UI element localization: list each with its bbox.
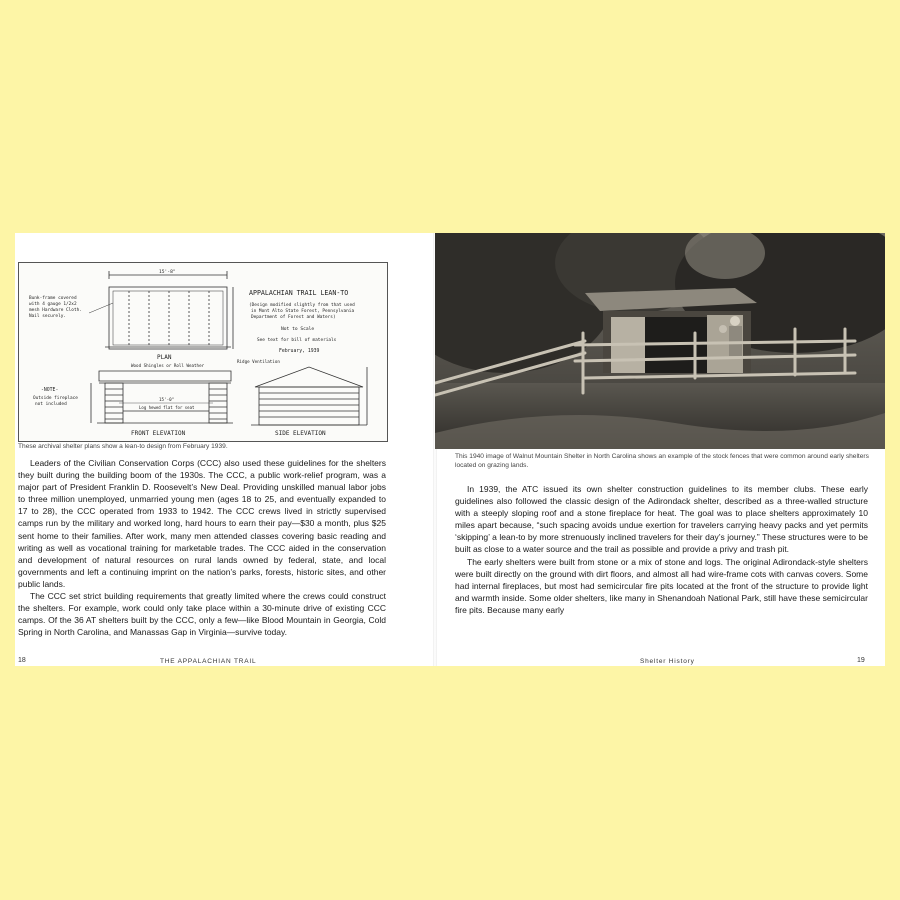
book-spread bbox=[15, 233, 885, 666]
page-number-left: 18 bbox=[18, 657, 26, 664]
svg-text:Ridge Ventilation: Ridge Ventilation bbox=[237, 359, 280, 364]
blueprint-svg bbox=[19, 263, 387, 441]
photo-caption: This 1940 image of Walnut Mountain Shelter in North Carolina shows an example of the stock fences that were common around early shelters located on grazing lands. bbox=[455, 453, 869, 469]
svg-text:mesh Hardware Cloth.: mesh Hardware Cloth. bbox=[29, 308, 82, 313]
walnut-mountain-shelter-photo bbox=[435, 233, 885, 449]
paragraph: In 1939, the ATC issued its own shelter construction guidelines to its member clubs. These early guidelines also followed the classic design of the Adirondack shelter, described as a three-walled structure with a steeply sloping roof and a stone fireplace for heat. The goal was to place shelters approximately 10 miles apart because, “such spacing avoids undue exertion for travelers carrying heavy packs and yet permits ‘skipping’ a lean-to by more strenuously inclined travelers for their day’s journey.” These structures were to be built as close to a water source and the trail as possible and provide a privy and trash pit. bbox=[455, 484, 868, 555]
front-roof bbox=[99, 371, 231, 381]
paragraph: The CCC set strict building requirements that greatly limited where the crews could construct the shelters. For example, work could only take place within a 30-minute drive of existing CCC camps. Of the 36 AT shelters built by the CCC, only a few—like Blood Mountain in Georgia, Cold Spring in North Carolina, and Manassas Gap in Virginia—survive today. bbox=[18, 591, 386, 638]
lean-to-plan-drawing bbox=[18, 262, 388, 442]
page-number-right: 19 bbox=[857, 657, 865, 664]
svg-text:February, 1939: February, 1939 bbox=[279, 349, 320, 354]
svg-text:Bunk-frame covered: Bunk-frame covered bbox=[29, 296, 77, 301]
right-page bbox=[435, 233, 885, 666]
svg-text:-NOTE-: -NOTE- bbox=[41, 388, 59, 393]
svg-text:not included: not included bbox=[35, 402, 67, 407]
left-body-text bbox=[18, 457, 386, 638]
svg-text:Not to Scale: Not to Scale bbox=[281, 327, 315, 332]
running-head-right: Shelter History bbox=[640, 658, 695, 665]
running-head-left: THE APPALACHIAN TRAIL bbox=[160, 658, 257, 665]
drawing-title: APPALACHIAN TRAIL LEAN-TO bbox=[249, 289, 349, 297]
side-roof bbox=[255, 367, 363, 387]
svg-text:Log hewed flat for seat: Log hewed flat for seat bbox=[139, 405, 195, 410]
svg-text:Outside fireplace: Outside fireplace bbox=[33, 396, 78, 401]
plan-label: PLAN bbox=[157, 354, 172, 361]
svg-text:15'-8": 15'-8" bbox=[159, 270, 176, 275]
paragraph: The early shelters were built from stone or a mix of stone and logs. The original Adirondack-style shelters were built directly on the ground with dirt floors, and almost all had wire-frame cots with canvas covers. Some had internal fireplaces, but most had semicircular fire pits located at the front of the structure to provide light and warmth inside. Some older shelters, like many in Shenandoah National Park, still have these semicircular fire pits. Because many early bbox=[455, 556, 868, 615]
front-elevation-label: FRONT ELEVATION bbox=[131, 430, 186, 437]
right-body-text bbox=[455, 483, 868, 616]
svg-text:(Design modified slightly from: (Design modified slightly from that used bbox=[249, 303, 355, 308]
svg-text:with 4 gauge 1/2x2: with 4 gauge 1/2x2 bbox=[29, 302, 77, 307]
drawing-caption: These archival shelter plans show a lean-to design from February 1939. bbox=[18, 443, 228, 450]
side-elevation-label: SIDE ELEVATION bbox=[275, 430, 326, 437]
svg-text:Department of Forest and Water: Department of Forest and Waters) bbox=[251, 315, 336, 320]
svg-text:Nail securely.: Nail securely. bbox=[29, 314, 67, 319]
svg-text:Wood Shingles or Roll Weather: Wood Shingles or Roll Weather bbox=[131, 363, 205, 368]
svg-text:15'-0": 15'-0" bbox=[159, 397, 175, 402]
shelter-photo bbox=[435, 233, 885, 449]
svg-text:See text for bill of materials: See text for bill of materials bbox=[257, 338, 337, 343]
left-page bbox=[15, 233, 435, 666]
svg-text:in Mont Alto State Forest, Pen: in Mont Alto State Forest, Pennsylvania bbox=[251, 309, 355, 314]
paragraph: Leaders of the Civilian Conservation Corps (CCC) also used these guidelines for the shelters they built during the building boom of the 1930s. The CCC, a public work-relief program, was a major part of President Franklin D. Roosevelt’s New Deal. Providing unskilled manual labor jobs to three million unemployed, unmarried young men (ages 18 to 25, and eventually expanded to 17 to 28), the CCC operated from 1933 to 1942. The CCC crews lived in strictly supervised camps run by the military and worked long, hard hours to earn their pay—$30 a month, plus $25 sent home to their families. After work, many men attended classes covering basic reading and writing as well as vocational training for marketable trades. The CCC aided in the conservation and development of natural resources on rural lands owned by federal, state, and local governments and left a continuing imprint on the nation’s parks, forests, historic sites, and other public lands. bbox=[18, 458, 386, 589]
